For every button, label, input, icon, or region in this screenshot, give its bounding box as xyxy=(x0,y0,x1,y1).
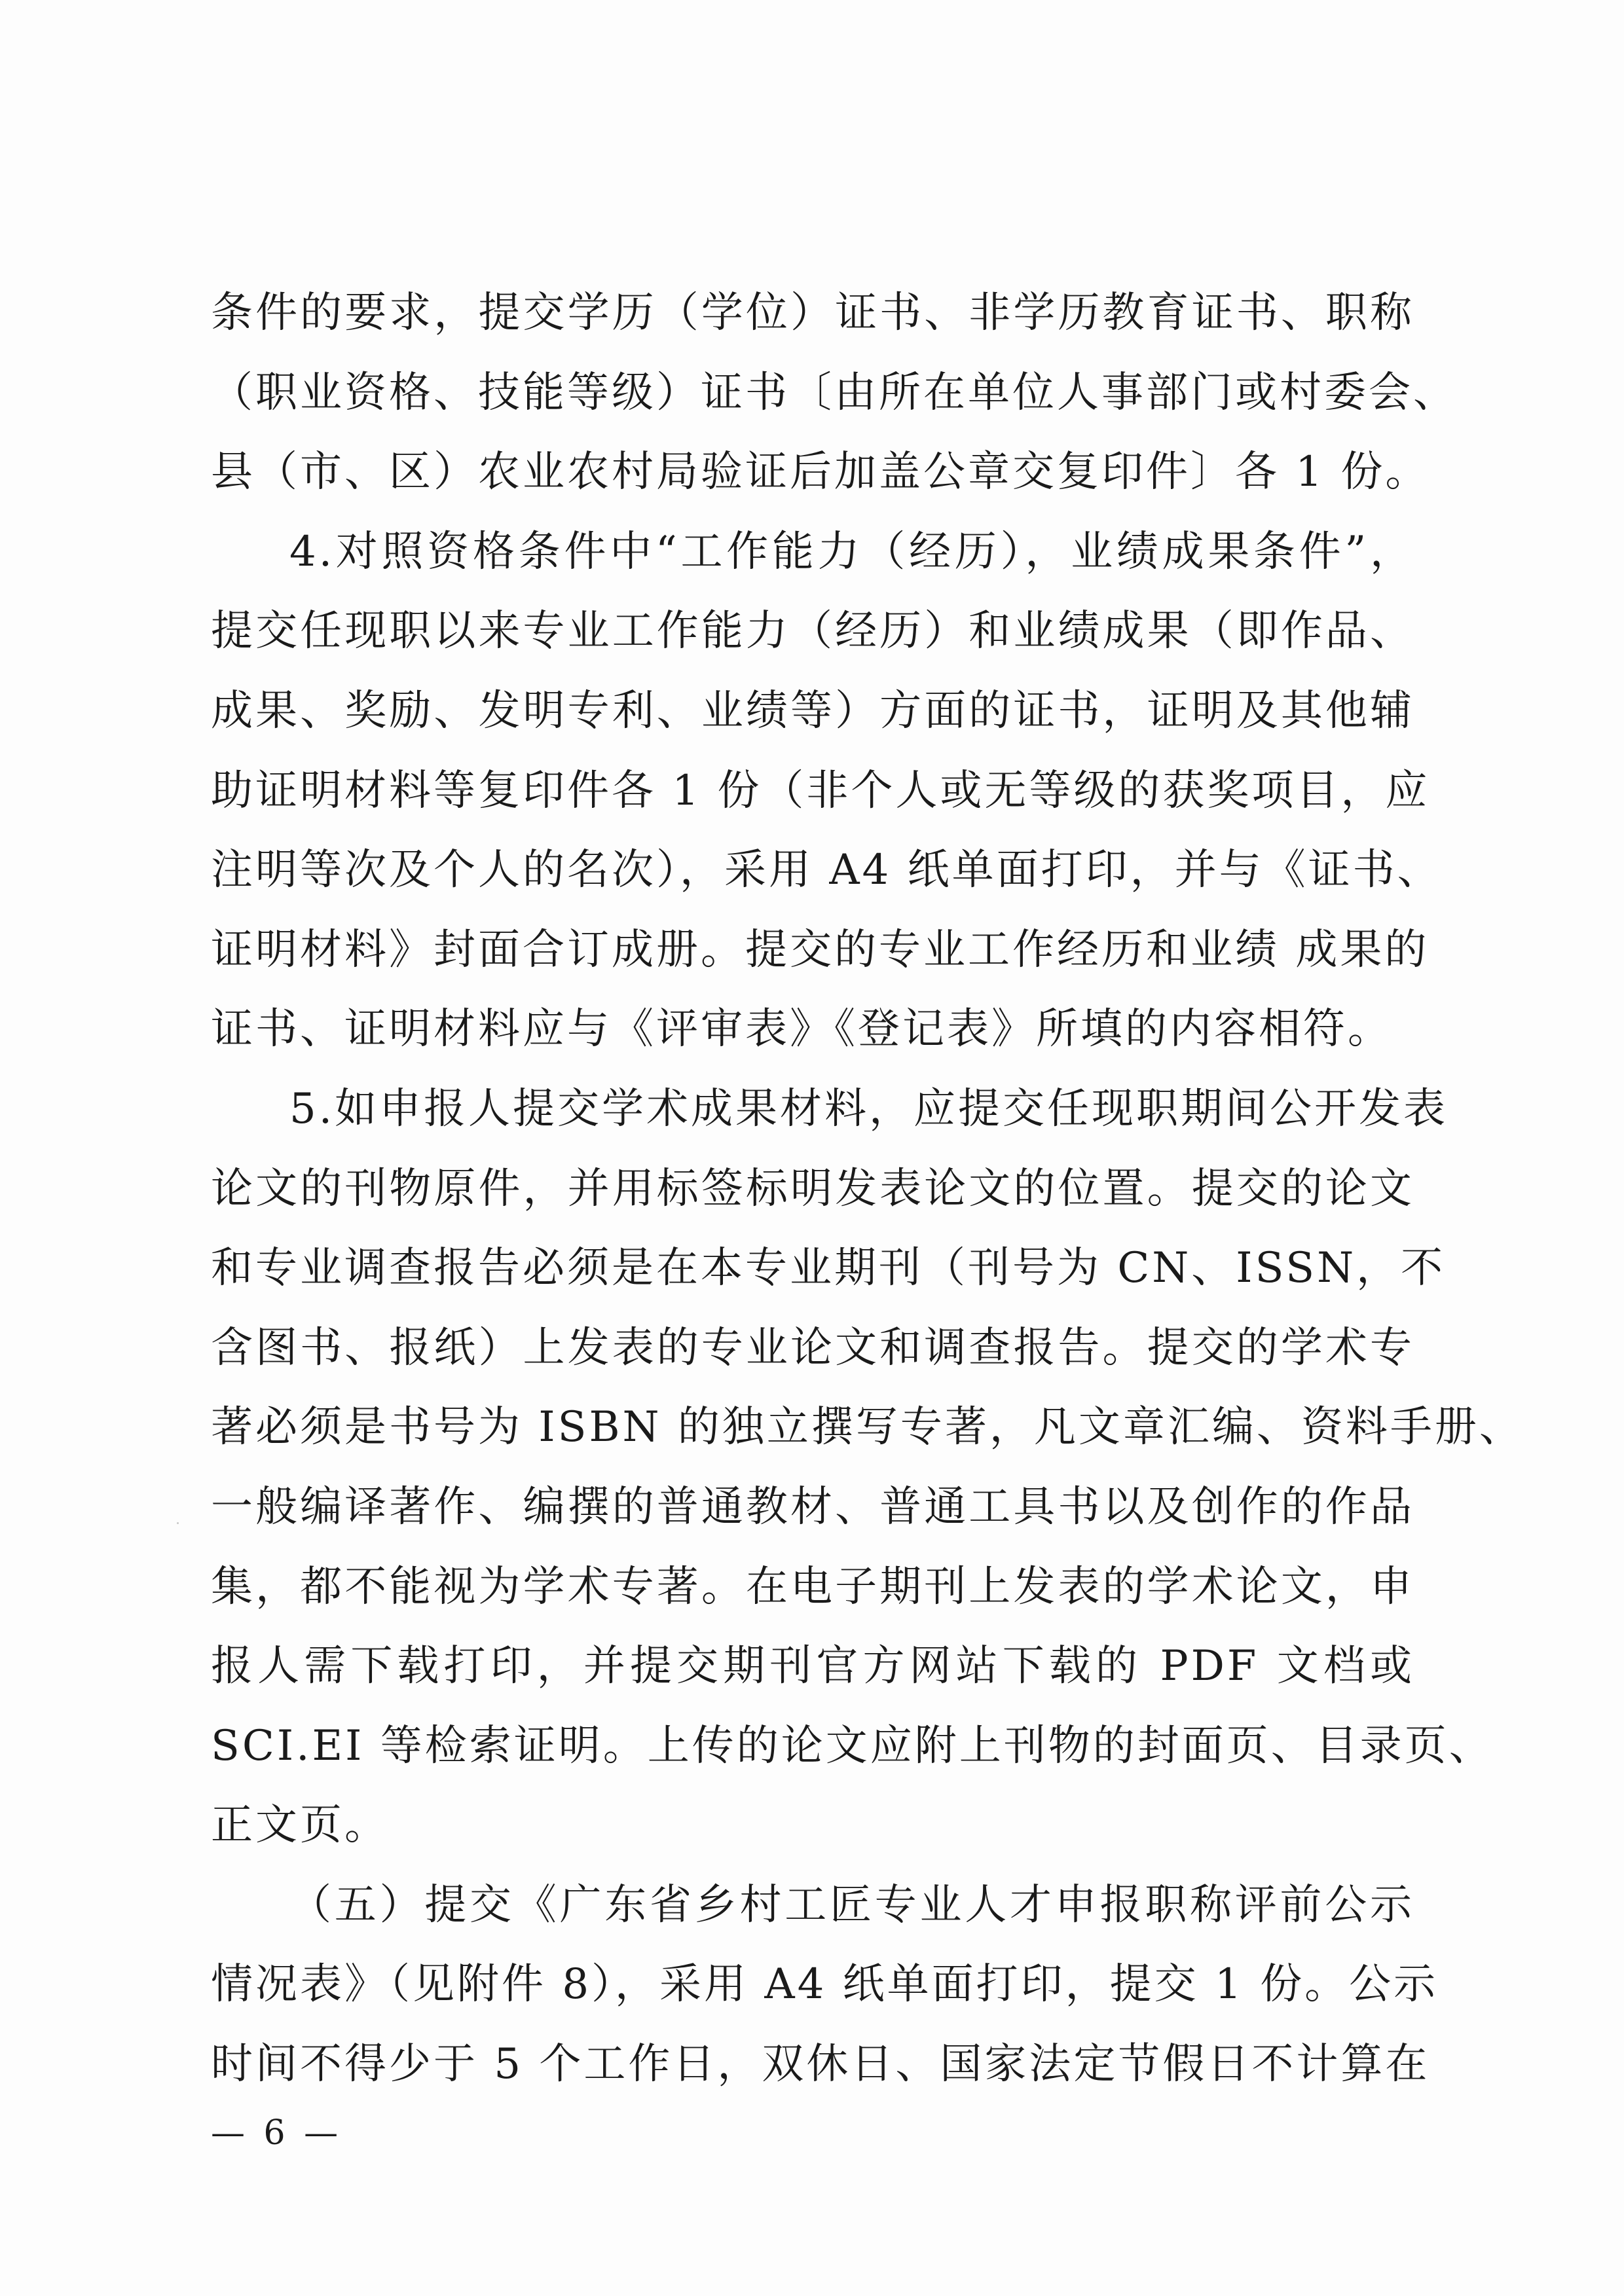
text-line: 5.如申报人提交学术成果材料，应提交任现职期间公开发表 xyxy=(289,1084,1449,1133)
text-line: 提交任现职以来专业工作能力（经历）和业绩成果（即作品、 xyxy=(211,607,1414,656)
text-line: 条件的要求，提交学历（学位）证书、非学历教育证书、职称 xyxy=(211,289,1414,337)
text-line: 正文页。 xyxy=(211,1801,389,1850)
text-line: 成果、奖励、发明专利、业绩等）方面的证书，证明及其他辅 xyxy=(211,686,1414,735)
text-line: 4.对照资格条件中“工作能力（经历），业绩成果条件”， xyxy=(289,527,1414,576)
text-line: 论文的刊物原件，并用标签标明发表论文的位置。提交的论文 xyxy=(211,1164,1414,1213)
body-text xyxy=(211,274,1524,2105)
text-line: 注明等次及个人的名次），采用 A4 纸单面打印，并与《证书、 xyxy=(211,846,1442,895)
text-line: 县（市、区）农业农村局验证后加盖公章交复印件〕各 1 份。 xyxy=(211,448,1430,497)
text-line: SCI.EI 等检索证明。上传的论文应附上刊物的封面页、目录页、 xyxy=(211,1721,1494,1770)
text-line: （五）提交《广东省乡村工匠专业人才申报职称评前公示 xyxy=(289,1880,1414,1929)
text-line: 时间不得少于 5 个工作日，双休日、国家法定节假日不计算在 xyxy=(211,2040,1430,2089)
text-line: 证书、证明材料应与《评审表》《登记表》所填的内容相符。 xyxy=(211,1005,1392,1054)
text-line: 著必须是书号为 ISBN 的独立撰写专著，凡文章汇编、资料手册、 xyxy=(211,1403,1524,1452)
page-number: — 6 — xyxy=(211,2113,342,2153)
text-line: 一般编译著作、编撰的普通教材、普通工具书以及创作的作品 xyxy=(211,1482,1414,1531)
text-line: 证明材料》封面合订成册。提交的专业工作经历和业绩 成果的 xyxy=(211,925,1430,974)
scan-speck xyxy=(177,1522,179,1524)
text-line: 含图书、报纸）上发表的专业论文和调查报告。提交的学术专 xyxy=(211,1323,1414,1372)
text-line: （职业资格、技能等级）证书〔由所在单位人事部门或村委会、 xyxy=(211,368,1458,417)
text-line: 报人需下载打印，并提交期刊官方网站下载的 PDF 文档或 xyxy=(211,1642,1414,1691)
text-line: 和专业调查报告必须是在本专业期刊（刊号为 CN、ISSN，不 xyxy=(211,1244,1446,1293)
text-line: 助证明材料等复印件各 1 份（非个人或无等级的获奖项目，应 xyxy=(211,766,1430,815)
text-line: 集，都不能视为学术专著。在电子期刊上发表的学术论文，申 xyxy=(211,1562,1414,1611)
text-line: 情况表》（见附件 8），采用 A4 纸单面打印，提交 1 份。公示 xyxy=(211,1960,1439,2009)
